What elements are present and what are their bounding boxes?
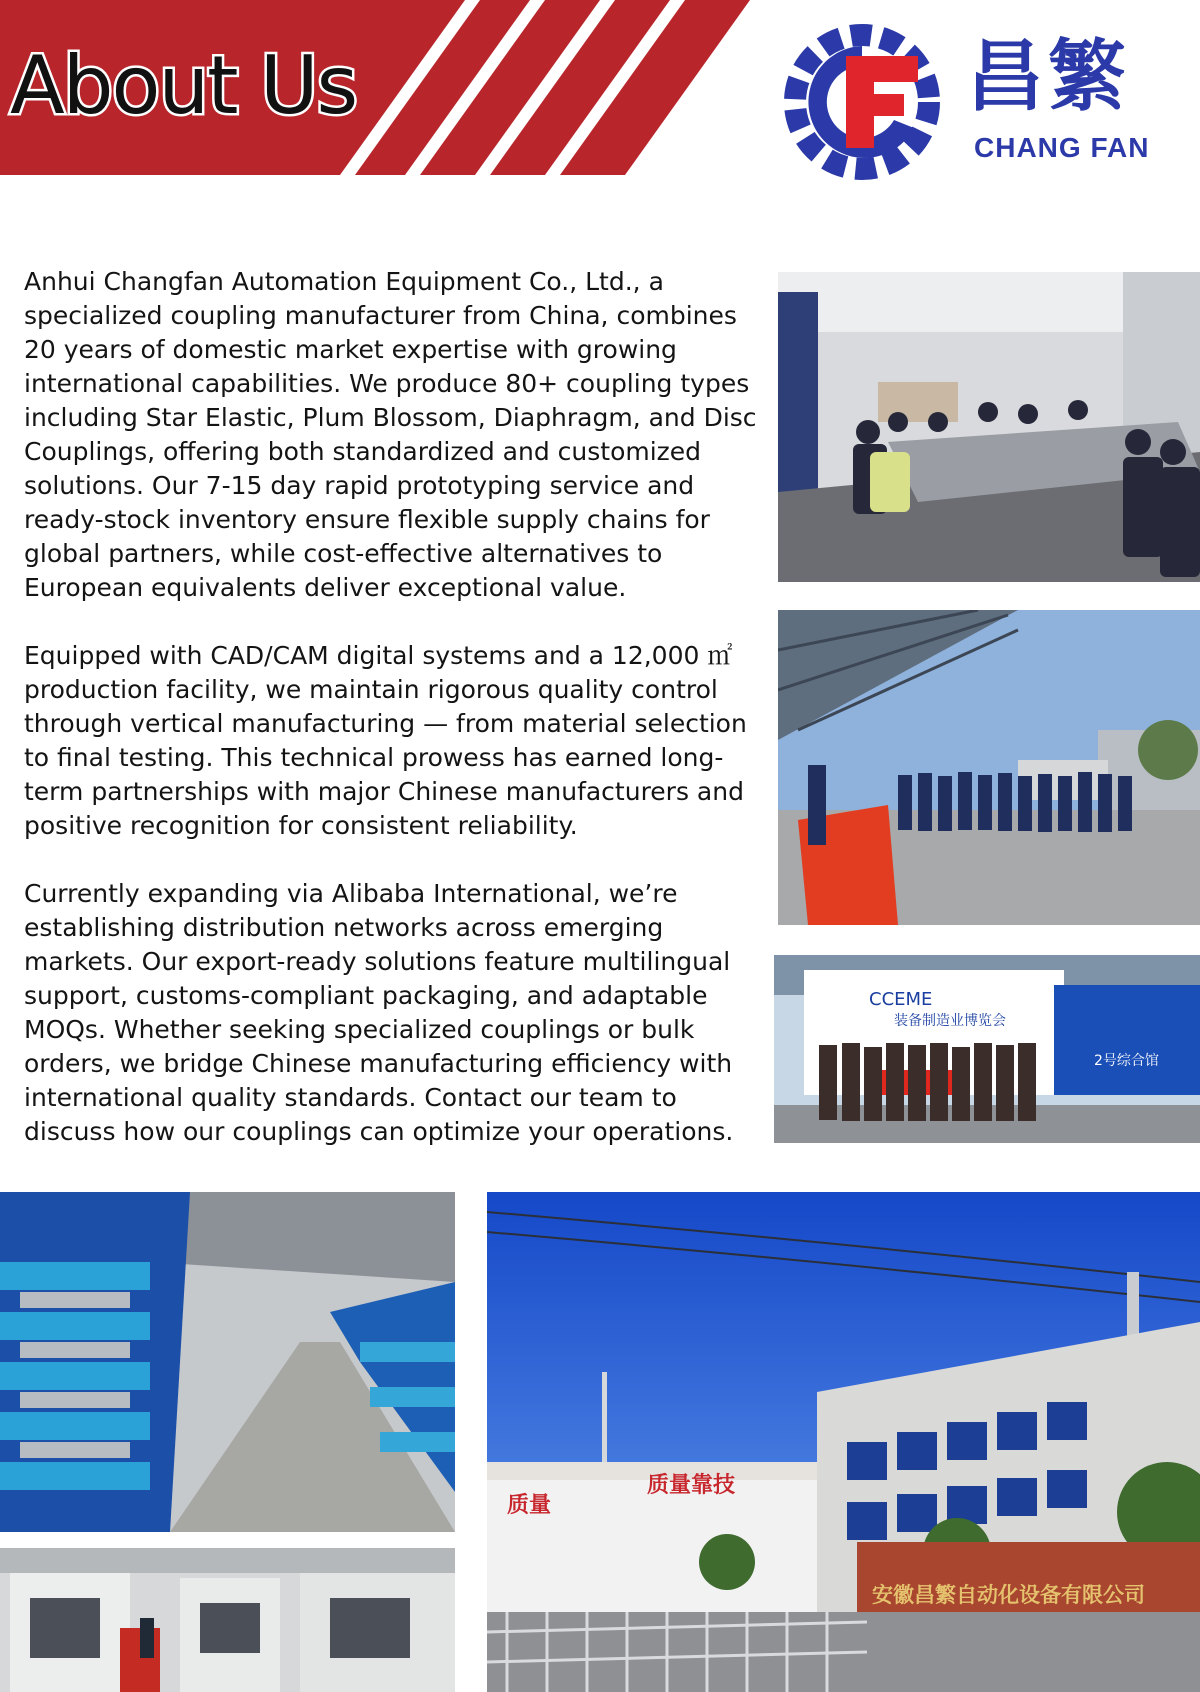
factory-building-photo [487, 1192, 1200, 1692]
gear-logo-icon [774, 16, 954, 188]
expo-group-photo [774, 955, 1200, 1143]
paragraph-facility: Equipped with CAD/CAM digital systems and a 12,000 ㎡ production facility, we maintain rigorous quality control through vertical manufacturing — from material selection to final testing. This technical prowess has earned long-term partnerships with major Chinese manufacturers and positive recognition for consistent reliability. [24, 641, 747, 840]
machines-photo [0, 1548, 455, 1692]
expo-sign-sub: 装备制造业博览会 [894, 1013, 1006, 1029]
paragraph-expansion: Currently expanding via Alibaba International, we’re establishing distribution networks across emerging markets. Our export-ready solutions feature multilingual support, customs-compliant packaging, and adaptable MOQs. Whether seeking specialized couplings or bulk orders, we bridge Chinese manufacturing efficiency with international quality standards. Contact our team to discuss how our couplings can optimize your operations. [24, 879, 734, 1146]
about-text [24, 265, 759, 1183]
meeting-room-photo [778, 272, 1200, 582]
warehouse-photo [0, 1192, 455, 1532]
expo-sign-main: CCEME [869, 989, 933, 1010]
factory-company-sign: 安徽昌繁自动化设备有限公司 [872, 1583, 1145, 1607]
page-title: About Us [10, 39, 357, 132]
logo-english-name: CHANG FAN [974, 132, 1150, 163]
factory-slogan-left: 质量 [507, 1493, 552, 1518]
team-outdoor-photo [778, 610, 1200, 925]
paragraph-intro: Anhui Changfan Automation Equipment Co., Ltd., a specialized coupling manufacturer from China, combines 20 years of domestic market expertise with growing international capabilities. We produce 80+ coupling types including Star Elastic, Plum Blossom, Diaphragm, and Disc Couplings, offering both standardized and customized solutions. Our 7-15 day rapid prototyping service and ready-stock inventory ensure flexible supply chains for global partners, while cost-effective alternatives to European equivalents deliver exceptional value. [24, 267, 757, 602]
factory-slogan-right: 质量靠技 [647, 1473, 736, 1498]
expo-hall-sign: 2号综合馆 [1094, 1053, 1159, 1069]
logo-chinese-name: 昌繁 [966, 32, 1131, 122]
company-logo [774, 10, 1194, 185]
